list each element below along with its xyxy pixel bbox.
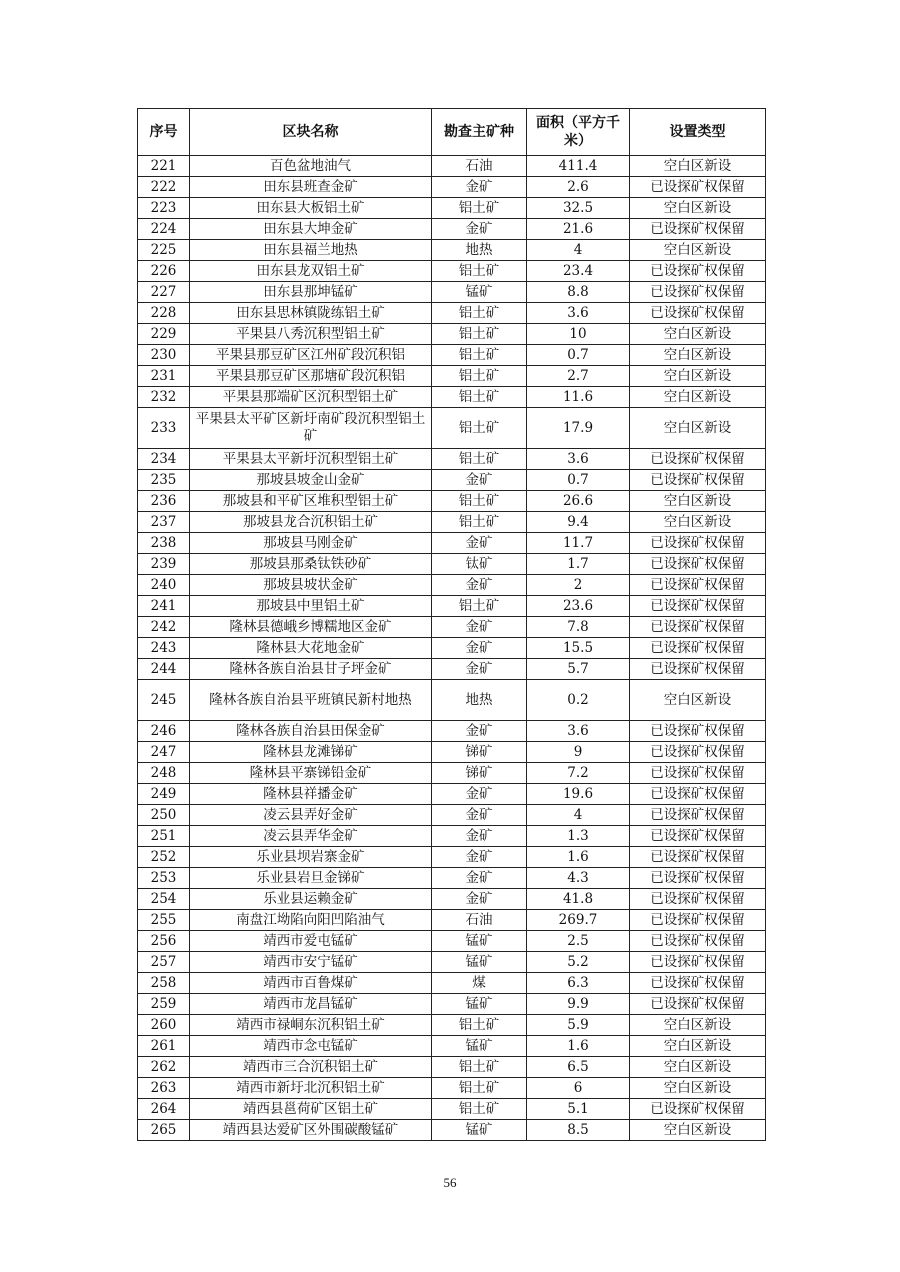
cell-mineral: 金矿 xyxy=(432,533,527,554)
cell-area: 15.5 xyxy=(527,638,630,659)
table-row xyxy=(138,219,766,240)
cell-mineral: 煤 xyxy=(432,973,527,994)
cell-index: 234 xyxy=(138,449,190,470)
cell-setting-type: 已设探矿权保留 xyxy=(630,805,766,826)
cell-setting-type: 已设探矿权保留 xyxy=(630,261,766,282)
cell-index: 249 xyxy=(138,784,190,805)
cell-index: 242 xyxy=(138,617,190,638)
table-row xyxy=(138,1015,766,1036)
cell-area: 9.4 xyxy=(527,512,630,533)
cell-mineral: 铝土矿 xyxy=(432,449,527,470)
cell-setting-type: 已设探矿权保留 xyxy=(630,596,766,617)
cell-setting-type: 空白区新设 xyxy=(630,366,766,387)
cell-area: 5.9 xyxy=(527,1015,630,1036)
cell-block-name: 田东县思林镇陇练铝土矿 xyxy=(190,303,432,324)
cell-setting-type: 已设探矿权保留 xyxy=(630,303,766,324)
cell-mineral: 铝土矿 xyxy=(432,491,527,512)
cell-index: 250 xyxy=(138,805,190,826)
table-row xyxy=(138,847,766,868)
cell-index: 246 xyxy=(138,721,190,742)
cell-area: 0.2 xyxy=(527,680,630,721)
cell-mineral: 金矿 xyxy=(432,638,527,659)
cell-index: 232 xyxy=(138,387,190,408)
cell-block-name: 靖西县达爱矿区外围碳酸锰矿 xyxy=(190,1120,432,1141)
cell-block-name: 靖西市念屯锰矿 xyxy=(190,1036,432,1057)
cell-setting-type: 空白区新设 xyxy=(630,324,766,345)
cell-setting-type: 空白区新设 xyxy=(630,680,766,721)
cell-area: 7.8 xyxy=(527,617,630,638)
table-row xyxy=(138,533,766,554)
cell-area: 6 xyxy=(527,1078,630,1099)
cell-block-name: 平果县太平新圩沉积型铝土矿 xyxy=(190,449,432,470)
cell-mineral: 铝土矿 xyxy=(432,408,527,449)
cell-index: 262 xyxy=(138,1057,190,1078)
cell-block-name: 隆林县大花地金矿 xyxy=(190,638,432,659)
cell-mineral: 地热 xyxy=(432,680,527,721)
cell-area: 411.4 xyxy=(527,156,630,177)
cell-index: 257 xyxy=(138,952,190,973)
cell-setting-type: 已设探矿权保留 xyxy=(630,994,766,1015)
table-row xyxy=(138,659,766,680)
header-block-name: 区块名称 xyxy=(190,109,432,156)
cell-area: 9.9 xyxy=(527,994,630,1015)
cell-index: 263 xyxy=(138,1078,190,1099)
table-row xyxy=(138,303,766,324)
cell-block-name: 靖西市新圩北沉积铝土矿 xyxy=(190,1078,432,1099)
cell-setting-type: 空白区新设 xyxy=(630,345,766,366)
cell-block-name: 田东县大板铝土矿 xyxy=(190,198,432,219)
cell-mineral: 锰矿 xyxy=(432,994,527,1015)
cell-area: 2.6 xyxy=(527,177,630,198)
cell-area: 8.5 xyxy=(527,1120,630,1141)
table-header-row xyxy=(138,109,766,156)
cell-block-name: 百色盆地油气 xyxy=(190,156,432,177)
cell-mineral: 石油 xyxy=(432,156,527,177)
table-row xyxy=(138,491,766,512)
cell-area: 0.7 xyxy=(527,345,630,366)
cell-area: 23.4 xyxy=(527,261,630,282)
cell-block-name: 隆林县德峨乡博糯地区金矿 xyxy=(190,617,432,638)
cell-area: 6.5 xyxy=(527,1057,630,1078)
cell-mineral: 金矿 xyxy=(432,868,527,889)
cell-area: 26.6 xyxy=(527,491,630,512)
cell-setting-type: 已设探矿权保留 xyxy=(630,533,766,554)
cell-area: 1.7 xyxy=(527,554,630,575)
cell-area: 4 xyxy=(527,805,630,826)
table-row xyxy=(138,1057,766,1078)
cell-mineral: 铝土矿 xyxy=(432,198,527,219)
table-row xyxy=(138,638,766,659)
cell-block-name: 靖西市禄峒东沉积铝土矿 xyxy=(190,1015,432,1036)
cell-setting-type: 空白区新设 xyxy=(630,198,766,219)
table-row xyxy=(138,240,766,261)
cell-mineral: 锰矿 xyxy=(432,1120,527,1141)
table-row xyxy=(138,596,766,617)
cell-setting-type: 已设探矿权保留 xyxy=(630,575,766,596)
cell-mineral: 铝土矿 xyxy=(432,366,527,387)
cell-area: 4 xyxy=(527,240,630,261)
table-row xyxy=(138,554,766,575)
cell-index: 255 xyxy=(138,910,190,931)
cell-setting-type: 已设探矿权保留 xyxy=(630,449,766,470)
table-row xyxy=(138,470,766,491)
mining-block-table xyxy=(137,108,766,1141)
cell-index: 228 xyxy=(138,303,190,324)
cell-mineral: 金矿 xyxy=(432,617,527,638)
cell-block-name: 靖西市爱屯锰矿 xyxy=(190,931,432,952)
cell-block-name: 靖西市百鲁煤矿 xyxy=(190,973,432,994)
cell-setting-type: 空白区新设 xyxy=(630,512,766,533)
cell-index: 237 xyxy=(138,512,190,533)
cell-block-name: 平果县八秀沉积型铝土矿 xyxy=(190,324,432,345)
cell-mineral: 金矿 xyxy=(432,721,527,742)
cell-setting-type: 已设探矿权保留 xyxy=(630,973,766,994)
cell-block-name: 隆林各族自治县平班镇民新村地热 xyxy=(190,680,432,721)
cell-index: 227 xyxy=(138,282,190,303)
cell-mineral: 锰矿 xyxy=(432,1036,527,1057)
table-row xyxy=(138,721,766,742)
table-row xyxy=(138,324,766,345)
cell-index: 251 xyxy=(138,826,190,847)
table-row xyxy=(138,366,766,387)
cell-area: 41.8 xyxy=(527,889,630,910)
cell-block-name: 那坡县马刚金矿 xyxy=(190,533,432,554)
cell-area: 5.2 xyxy=(527,952,630,973)
table-row xyxy=(138,156,766,177)
table-row xyxy=(138,680,766,721)
cell-block-name: 田东县龙双铝土矿 xyxy=(190,261,432,282)
cell-index: 230 xyxy=(138,345,190,366)
cell-mineral: 铝土矿 xyxy=(432,261,527,282)
cell-index: 245 xyxy=(138,680,190,721)
cell-setting-type: 已设探矿权保留 xyxy=(630,826,766,847)
cell-area: 1.6 xyxy=(527,1036,630,1057)
cell-area: 9 xyxy=(527,742,630,763)
cell-setting-type: 已设探矿权保留 xyxy=(630,931,766,952)
cell-setting-type: 空白区新设 xyxy=(630,1057,766,1078)
cell-mineral: 铝土矿 xyxy=(432,1099,527,1120)
cell-area: 2.7 xyxy=(527,366,630,387)
cell-setting-type: 已设探矿权保留 xyxy=(630,784,766,805)
cell-block-name: 平果县那端矿区沉积型铝土矿 xyxy=(190,387,432,408)
cell-setting-type: 已设探矿权保留 xyxy=(630,952,766,973)
table-row xyxy=(138,408,766,449)
cell-block-name: 平果县太平矿区新圩南矿段沉积型铝土矿 xyxy=(190,408,432,449)
cell-mineral: 锑矿 xyxy=(432,742,527,763)
cell-index: 253 xyxy=(138,868,190,889)
table-row xyxy=(138,1120,766,1141)
cell-block-name: 隆林各族自治县甘子坪金矿 xyxy=(190,659,432,680)
cell-area: 17.9 xyxy=(527,408,630,449)
cell-setting-type: 已设探矿权保留 xyxy=(630,638,766,659)
cell-block-name: 隆林县平寨锑铅金矿 xyxy=(190,763,432,784)
table-row xyxy=(138,387,766,408)
cell-mineral: 铝土矿 xyxy=(432,596,527,617)
table-row xyxy=(138,512,766,533)
cell-index: 229 xyxy=(138,324,190,345)
cell-block-name: 那坡县龙合沉积铝土矿 xyxy=(190,512,432,533)
table-row xyxy=(138,805,766,826)
cell-setting-type: 已设探矿权保留 xyxy=(630,282,766,303)
cell-index: 224 xyxy=(138,219,190,240)
cell-setting-type: 已设探矿权保留 xyxy=(630,219,766,240)
cell-block-name: 那坡县中里铝土矿 xyxy=(190,596,432,617)
cell-index: 223 xyxy=(138,198,190,219)
cell-mineral: 地热 xyxy=(432,240,527,261)
cell-setting-type: 空白区新设 xyxy=(630,156,766,177)
cell-setting-type: 已设探矿权保留 xyxy=(630,868,766,889)
cell-index: 264 xyxy=(138,1099,190,1120)
cell-mineral: 金矿 xyxy=(432,659,527,680)
cell-setting-type: 空白区新设 xyxy=(630,1078,766,1099)
cell-setting-type: 已设探矿权保留 xyxy=(630,721,766,742)
cell-block-name: 那坡县坡金山金矿 xyxy=(190,470,432,491)
table-row xyxy=(138,198,766,219)
cell-index: 233 xyxy=(138,408,190,449)
header-area: 面积（平方千米） xyxy=(527,109,630,156)
cell-area: 2 xyxy=(527,575,630,596)
cell-setting-type: 已设探矿权保留 xyxy=(630,617,766,638)
cell-area: 19.6 xyxy=(527,784,630,805)
table-row xyxy=(138,345,766,366)
cell-index: 241 xyxy=(138,596,190,617)
cell-setting-type: 已设探矿权保留 xyxy=(630,554,766,575)
cell-area: 0.7 xyxy=(527,470,630,491)
cell-mineral: 铝土矿 xyxy=(432,303,527,324)
table-row xyxy=(138,952,766,973)
cell-block-name: 隆林县龙滩锑矿 xyxy=(190,742,432,763)
cell-block-name: 平果县那豆矿区江州矿段沉积铝 xyxy=(190,345,432,366)
cell-block-name: 南盘江坳陷向阳凹陷油气 xyxy=(190,910,432,931)
cell-area: 3.6 xyxy=(527,449,630,470)
cell-setting-type: 空白区新设 xyxy=(630,1015,766,1036)
table-row xyxy=(138,449,766,470)
cell-mineral: 铝土矿 xyxy=(432,1057,527,1078)
table-row xyxy=(138,910,766,931)
cell-setting-type: 已设探矿权保留 xyxy=(630,177,766,198)
cell-block-name: 靖西市龙昌锰矿 xyxy=(190,994,432,1015)
cell-index: 256 xyxy=(138,931,190,952)
cell-index: 226 xyxy=(138,261,190,282)
cell-block-name: 靖西县邕荷矿区铝土矿 xyxy=(190,1099,432,1120)
table-row xyxy=(138,868,766,889)
cell-index: 259 xyxy=(138,994,190,1015)
cell-mineral: 锰矿 xyxy=(432,931,527,952)
cell-block-name: 田东县班查金矿 xyxy=(190,177,432,198)
cell-area: 3.6 xyxy=(527,303,630,324)
cell-area: 7.2 xyxy=(527,763,630,784)
cell-mineral: 铝土矿 xyxy=(432,512,527,533)
table-row xyxy=(138,742,766,763)
cell-area: 11.6 xyxy=(527,387,630,408)
cell-setting-type: 已设探矿权保留 xyxy=(630,889,766,910)
cell-index: 261 xyxy=(138,1036,190,1057)
cell-index: 243 xyxy=(138,638,190,659)
cell-setting-type: 已设探矿权保留 xyxy=(630,470,766,491)
cell-area: 5.1 xyxy=(527,1099,630,1120)
cell-setting-type: 空白区新设 xyxy=(630,387,766,408)
cell-area: 1.6 xyxy=(527,847,630,868)
cell-setting-type: 空白区新设 xyxy=(630,1120,766,1141)
cell-setting-type: 已设探矿权保留 xyxy=(630,1099,766,1120)
cell-mineral: 金矿 xyxy=(432,177,527,198)
cell-mineral: 锰矿 xyxy=(432,952,527,973)
cell-block-name: 平果县那豆矿区那塘矿段沉积铝 xyxy=(190,366,432,387)
cell-mineral: 金矿 xyxy=(432,847,527,868)
cell-block-name: 隆林县祥播金矿 xyxy=(190,784,432,805)
cell-block-name: 隆林各族自治县田保金矿 xyxy=(190,721,432,742)
cell-index: 225 xyxy=(138,240,190,261)
cell-area: 3.6 xyxy=(527,721,630,742)
cell-index: 236 xyxy=(138,491,190,512)
table-row xyxy=(138,617,766,638)
cell-index: 254 xyxy=(138,889,190,910)
table-row xyxy=(138,889,766,910)
cell-mineral: 铝土矿 xyxy=(432,345,527,366)
cell-block-name: 田东县福兰地热 xyxy=(190,240,432,261)
cell-area: 8.8 xyxy=(527,282,630,303)
cell-mineral: 金矿 xyxy=(432,805,527,826)
cell-block-name: 靖西市安宁锰矿 xyxy=(190,952,432,973)
cell-index: 222 xyxy=(138,177,190,198)
table-row xyxy=(138,763,766,784)
cell-mineral: 金矿 xyxy=(432,889,527,910)
table-row xyxy=(138,1099,766,1120)
header-setting-type: 设置类型 xyxy=(630,109,766,156)
cell-block-name: 那坡县那桑钛铁砂矿 xyxy=(190,554,432,575)
cell-setting-type: 空白区新设 xyxy=(630,491,766,512)
cell-setting-type: 空白区新设 xyxy=(630,408,766,449)
table-row xyxy=(138,973,766,994)
cell-index: 240 xyxy=(138,575,190,596)
cell-mineral: 金矿 xyxy=(432,470,527,491)
cell-mineral: 金矿 xyxy=(432,784,527,805)
cell-mineral: 金矿 xyxy=(432,575,527,596)
cell-setting-type: 已设探矿权保留 xyxy=(630,742,766,763)
cell-mineral: 铝土矿 xyxy=(432,1015,527,1036)
cell-index: 260 xyxy=(138,1015,190,1036)
cell-index: 231 xyxy=(138,366,190,387)
table-row xyxy=(138,994,766,1015)
cell-area: 6.3 xyxy=(527,973,630,994)
cell-block-name: 那坡县坡状金矿 xyxy=(190,575,432,596)
cell-area: 4.3 xyxy=(527,868,630,889)
cell-area: 21.6 xyxy=(527,219,630,240)
table-row xyxy=(138,261,766,282)
table-row xyxy=(138,282,766,303)
cell-block-name: 田东县大坤金矿 xyxy=(190,219,432,240)
cell-area: 11.7 xyxy=(527,533,630,554)
cell-mineral: 锰矿 xyxy=(432,282,527,303)
cell-mineral: 锑矿 xyxy=(432,763,527,784)
table-row xyxy=(138,1036,766,1057)
cell-mineral: 石油 xyxy=(432,910,527,931)
cell-index: 235 xyxy=(138,470,190,491)
cell-mineral: 铝土矿 xyxy=(432,1078,527,1099)
cell-area: 32.5 xyxy=(527,198,630,219)
cell-area: 10 xyxy=(527,324,630,345)
cell-area: 23.6 xyxy=(527,596,630,617)
cell-mineral: 钛矿 xyxy=(432,554,527,575)
table-body xyxy=(138,156,766,1141)
cell-mineral: 金矿 xyxy=(432,826,527,847)
header-index: 序号 xyxy=(138,109,190,156)
cell-index: 238 xyxy=(138,533,190,554)
table-row xyxy=(138,177,766,198)
cell-area: 2.5 xyxy=(527,931,630,952)
cell-block-name: 凌云县弄好金矿 xyxy=(190,805,432,826)
cell-setting-type: 已设探矿权保留 xyxy=(630,763,766,784)
cell-setting-type: 已设探矿权保留 xyxy=(630,910,766,931)
cell-mineral: 铝土矿 xyxy=(432,324,527,345)
cell-block-name: 乐业县运赖金矿 xyxy=(190,889,432,910)
cell-block-name: 乐业县坝岩寨金矿 xyxy=(190,847,432,868)
table-row xyxy=(138,575,766,596)
table-row xyxy=(138,826,766,847)
header-mineral: 勘查主矿种 xyxy=(432,109,527,156)
table-row xyxy=(138,931,766,952)
cell-index: 252 xyxy=(138,847,190,868)
cell-index: 258 xyxy=(138,973,190,994)
cell-index: 248 xyxy=(138,763,190,784)
cell-setting-type: 已设探矿权保留 xyxy=(630,659,766,680)
cell-setting-type: 已设探矿权保留 xyxy=(630,847,766,868)
table-row xyxy=(138,1078,766,1099)
cell-area: 1.3 xyxy=(527,826,630,847)
cell-index: 244 xyxy=(138,659,190,680)
table-row xyxy=(138,784,766,805)
cell-block-name: 田东县那坤锰矿 xyxy=(190,282,432,303)
page-number: 56 xyxy=(443,1175,457,1190)
cell-block-name: 凌云县弄华金矿 xyxy=(190,826,432,847)
cell-mineral: 铝土矿 xyxy=(432,387,527,408)
cell-index: 265 xyxy=(138,1120,190,1141)
cell-setting-type: 空白区新设 xyxy=(630,240,766,261)
cell-block-name: 那坡县和平矿区堆积型铝土矿 xyxy=(190,491,432,512)
cell-index: 247 xyxy=(138,742,190,763)
cell-block-name: 靖西市三合沉积铝土矿 xyxy=(190,1057,432,1078)
cell-index: 221 xyxy=(138,156,190,177)
cell-index: 239 xyxy=(138,554,190,575)
cell-area: 5.7 xyxy=(527,659,630,680)
cell-block-name: 乐业县岩旦金锑矿 xyxy=(190,868,432,889)
cell-mineral: 金矿 xyxy=(432,219,527,240)
cell-area: 269.7 xyxy=(527,910,630,931)
cell-setting-type: 空白区新设 xyxy=(630,1036,766,1057)
